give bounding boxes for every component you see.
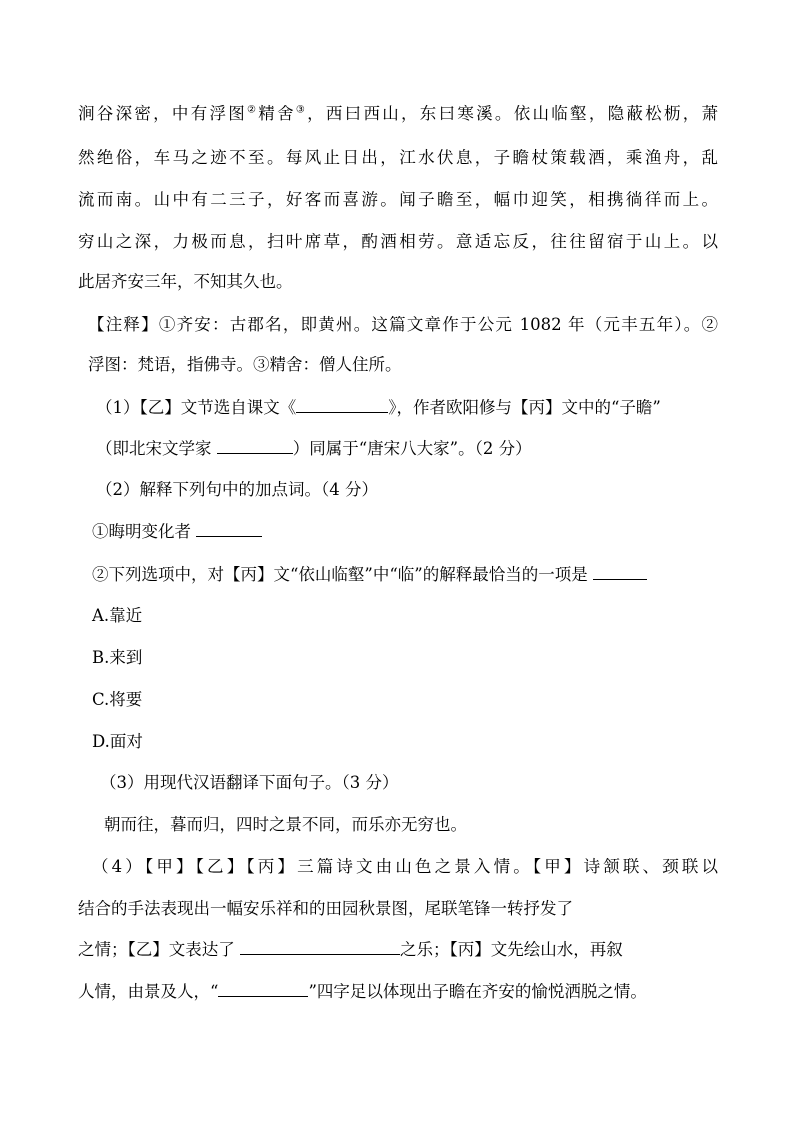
answer-blank[interactable] xyxy=(196,520,262,537)
passage-text: 涧谷深密，中有浮图 xyxy=(78,104,248,123)
passage-line-3: 流而南。山中有二三子，好客而喜游。闻子瞻至，幅巾迎笑，相携徜徉而上。 xyxy=(78,190,718,209)
answer-blank[interactable] xyxy=(240,938,400,955)
question-2-item-2 xyxy=(92,563,647,587)
question-text: 人情，由景及人，“ xyxy=(78,982,219,1001)
question-2-item-1 xyxy=(92,520,262,544)
question-text: 》，作者欧阳修与【丙】文中的“子瞻” xyxy=(388,398,661,417)
footnote-marker: ③ xyxy=(295,104,308,116)
question-text: 结合的手法表现出一幅安乐祥和的田园秋景图，尾联笔锋一转抒发了 xyxy=(78,899,573,918)
question-1-line-1 xyxy=(96,396,661,420)
option-a[interactable]: A.靠近 xyxy=(92,606,143,625)
question-3-header: （3）用现代汉语翻译下面句子。（3 分） xyxy=(100,773,399,792)
question-text: ①晦明变化者 xyxy=(92,522,197,541)
footnote-marker: ② xyxy=(247,104,259,116)
question-2-header: （2）解释下列句中的加点词。（4 分） xyxy=(96,480,378,499)
option-c[interactable]: C.将要 xyxy=(92,690,143,709)
question-4-line-1: （4）【甲】【乙】【丙】三篇诗文由山色之景入情。【甲】诗颔联、颈联以 xyxy=(92,857,718,876)
answer-blank[interactable] xyxy=(218,980,308,997)
option-b[interactable]: B.来到 xyxy=(92,648,143,667)
passage-line-1 xyxy=(78,102,718,126)
question-text: （1）【乙】文节选自课文《 xyxy=(96,398,297,417)
question-text: ”四字足以体现出子瞻在齐安的愉悦洒脱之情。 xyxy=(308,982,647,1001)
passage-line-5: 此居齐安三年，不知其久也。 xyxy=(78,272,293,291)
answer-blank[interactable] xyxy=(217,437,293,454)
notes-line-1: 【注释】①齐安：古郡名，即黄州。这篇文章作于公元 1082 年（元丰五年）。② xyxy=(88,315,718,334)
question-4-line-3 xyxy=(78,938,623,962)
passage-line-2: 然绝俗，车马之迹不至。每风止日出，江水伏息，子瞻杖策载酒，乘渔舟，乱 xyxy=(78,148,718,167)
question-text: 之情；【乙】文表达了 xyxy=(78,940,240,959)
question-4-line-4 xyxy=(78,980,647,1004)
question-1-line-2 xyxy=(96,437,532,461)
question-text: 之乐；【丙】文先绘山水，再叙 xyxy=(400,940,623,959)
answer-blank[interactable] xyxy=(296,396,388,413)
question-4-line-2 xyxy=(78,897,573,921)
option-d[interactable]: D.面对 xyxy=(92,732,143,751)
passage-text: 精舍 xyxy=(258,104,296,123)
notes-line-2: 浮图：梵语，指佛寺。③精舍：僧人住所。 xyxy=(88,355,402,374)
answer-blank[interactable] xyxy=(593,563,647,580)
passage-text: ，西曰西山，东曰寒溪。依山临壑，隐蔽松枥，萧 xyxy=(307,104,718,123)
question-text: ②下列选项中，对【丙】文“依山临壑”中“临”的解释最恰当的一项是 xyxy=(92,565,593,584)
question-3-sentence: 朝而往，暮而归，四时之景不同，而乐亦无穷也。 xyxy=(104,815,467,834)
question-text: ）同属于“唐宋八大家”。（2 分） xyxy=(292,439,532,458)
question-text: （即北宋文学家 xyxy=(96,439,217,458)
passage-line-4: 穷山之深，力极而息，扫叶席草，酌酒相劳。意适忘反，往往留宿于山上。以 xyxy=(78,232,718,251)
